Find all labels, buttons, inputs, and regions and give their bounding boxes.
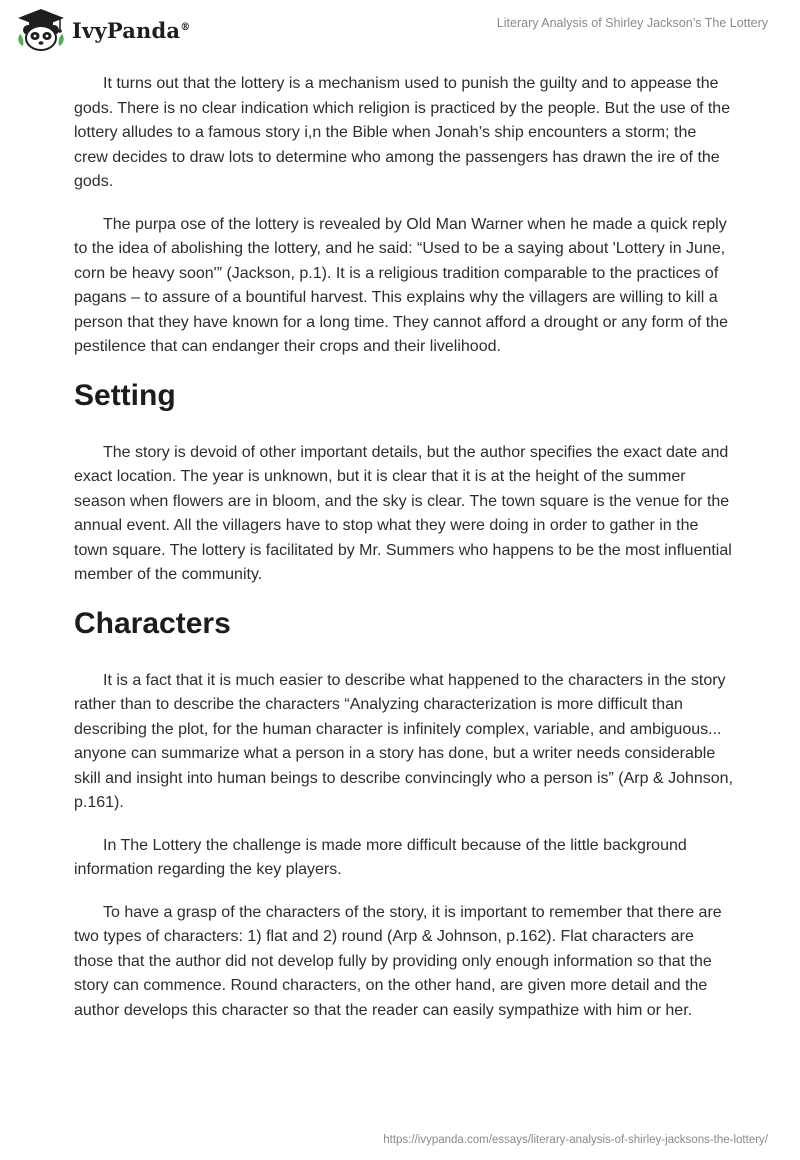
essay-body [74,72,734,1041]
page-header [0,0,800,64]
panda-graduate-icon [16,8,66,52]
ivypanda-logo[interactable] [16,8,190,52]
source-url[interactable]: https://ivypanda.com/essays/literary-analysis-of-shirley-jacksons-the-lottery/ [383,1134,768,1146]
paragraph: In The Lottery the challenge is made more difficult because of the little background information regarding the key players. [74,836,687,878]
paragraph: The purpa ose of the lottery is revealed by Old Man Warner when he made a quick reply to the idea of abolishing the lottery, and he said: “Used to be a saying about 'Lottery in June, corn be heavy soon'” (Jackson, p.1). It is a religious tradition comparable to the practices of pagans – to assure of a bountiful harvest. This explains why the villagers are willing to kill a person that they have known for a long time. They cannot afford a drought or any form of the pestilence that can endanger their crops and their livelihood. [74,215,729,355]
section-heading-setting: Setting [74,378,176,412]
section-heading-characters: Characters [74,606,231,640]
document-title: Literary Analysis of Shirley Jackson’s The Lottery [496,16,768,30]
logo-wordmark: IvyPanda® [72,17,191,43]
paragraph: The story is devoid of other important details, but the author specifies the exact date and exact location. The year is unknown, but it is clear that it is at the height of the summer season when flowers are in bloom, and the sky is clear. The town square is the venue for the annual event. All the villagers have to stop what they were doing in order to gather in the town square. The lottery is facilitated by Mr. Summers who happens to be the most influential member of the community. [74,443,732,583]
registered-mark: ® [180,21,191,33]
paragraph: It turns out that the lottery is a mechanism used to punish the guilty and to appease the gods. There is no clear indication which religion is practiced by the people. But the use of the lottery alludes to a famous story i,n the Bible when Jonah’s ship encounters a storm; the crew decides to draw lots to determine who among the passengers has drawn the ire of the gods. [74,75,731,190]
paragraph: To have a grasp of the characters of the story, it is important to remember that there are two types of characters: 1) flat and 2) round (Arp & Johnson, p.162). Flat characters are those that the author did not develop fully by providing only enough information so that the story can commence. Round characters, on the other hand, are given more detail and the author develops this character so that the reader can easily sympathize with him or her. [74,903,722,1019]
paragraph: It is a fact that it is much easier to describe what happened to the characters in the story rather than to describe the characters “Analyzing characterization is more difficult than describing the plot, for the human character is infinitely complex, variable, and ambiguous... anyone can summarize what a person in a story has done, but a writer needs considerable skill and insight into human beings to describe convincingly who a person is” (Arp & Johnson, p.161). [74,671,734,811]
